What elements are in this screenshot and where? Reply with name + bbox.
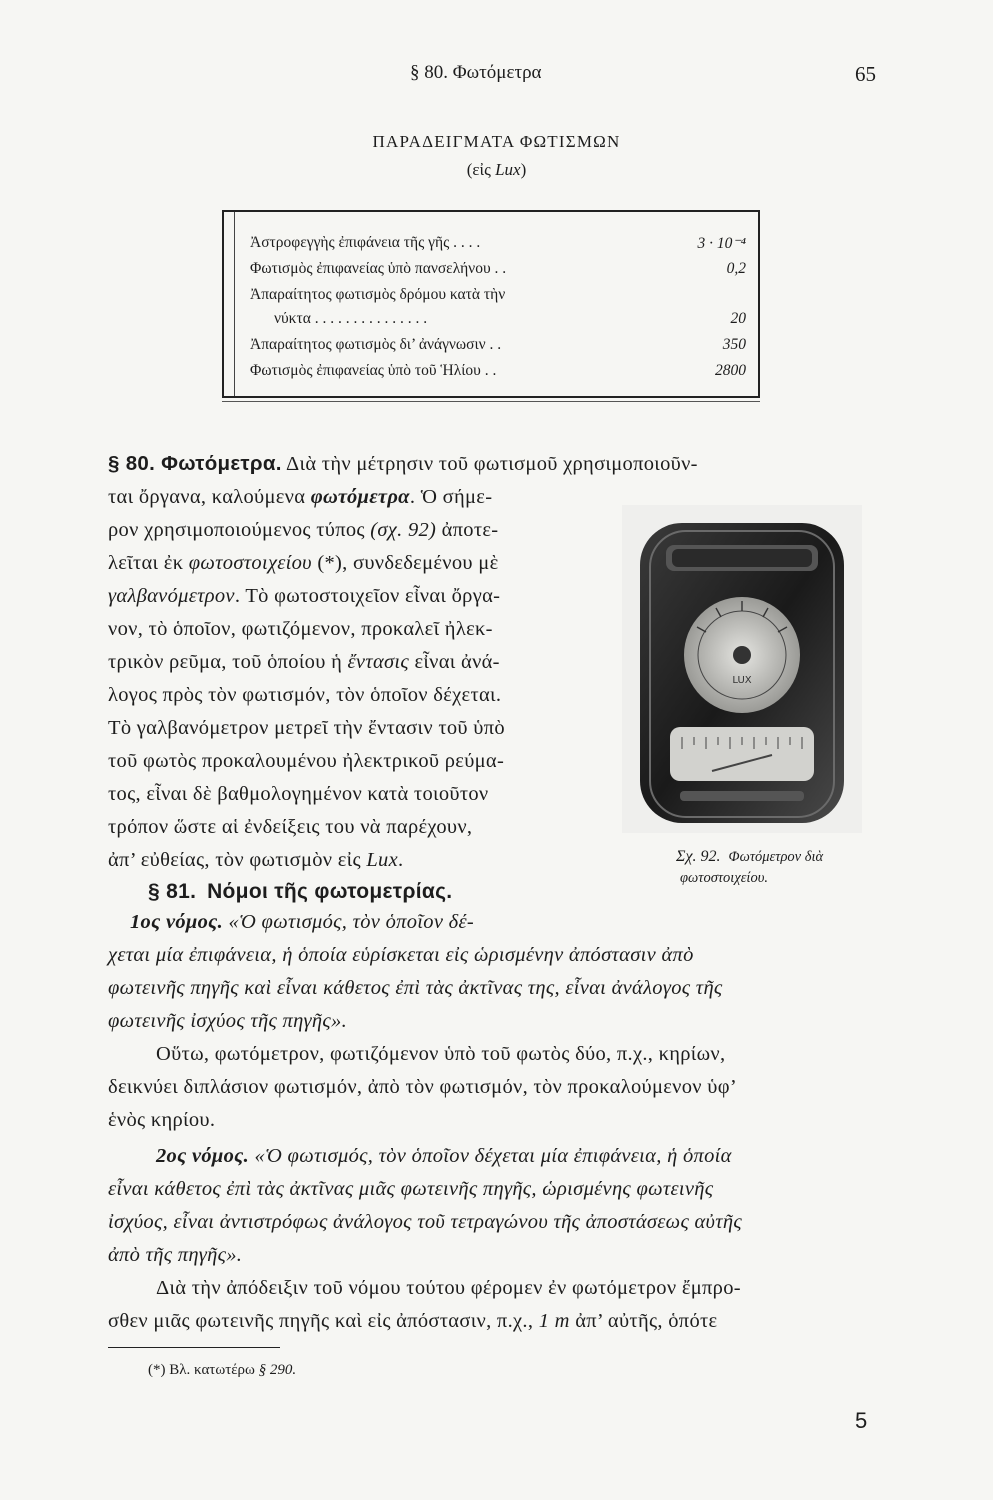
text-line: γαλβανόμετρον. Τὸ φωτοστοιχεῖον εἶναι ὄργα-	[108, 585, 501, 607]
text-line: τοῦ φωτὸς προκαλουμένου ἠλεκτρικοῦ ρεύμα-	[108, 750, 505, 772]
text-line: φωτεινῆς πηγῆς καὶ εἶναι κάθετος ἐπὶ τὰς ἀκτῖνας της, εἶναι ἀνάλογος τῆς	[108, 977, 723, 999]
text-line: λεῖται ἐκ φωτοστοιχείου (*), συνδεδεμένου μὲ	[108, 552, 499, 574]
header-title: § 80. Φωτόμετρα	[410, 62, 542, 83]
text-line: 1ος νόμος. «Ὁ φωτισμός, τὸν ὁποῖον δέ-	[130, 911, 475, 933]
text-line: Διὰ τὴν ἀπόδειξιν τοῦ νόμου τούτου φέρομεν ἐν φωτόμετρον ἔμπρο-	[156, 1277, 741, 1299]
photometer-illustration	[622, 505, 862, 833]
dial-label: LUX	[732, 675, 752, 686]
text-line: δεικνύει διπλάσιον φωτισμόν, ἀπὸ τὸν φωτισμόν, τὸν προκαλούμενον ὑφ’	[108, 1076, 737, 1098]
text-line: σθεν μιᾶς φωτεινῆς πηγῆς καὶ εἰς ἀπόστασιν, π.χ., 1 m ἀπ’ αὐτῆς, ὁπότε	[108, 1310, 718, 1332]
text-line: ἰσχύος, εἶναι ἀντιστρόφως ἀνάλογος τοῦ τετραγώνου τῆς ἀποστάσεως αὐτῆς	[108, 1211, 742, 1233]
table-row: Ἀστροφεγγὴς ἐπιφάνεια τῆς γῆς . . . . 3 · 10⁻⁴	[250, 234, 746, 252]
text-line: Οὕτω, φωτόμετρον, φωτιζόμενον ὑπὸ τοῦ φωτὸς δύο, π.χ., κηρίων,	[156, 1043, 726, 1065]
text-line: τρόπον ὥστε αἱ ἐνδείξεις του νὰ παρέχουν,	[108, 816, 473, 838]
text-line: Τὸ γαλβανόμετρον μετρεῖ τὴν ἔντασιν τοῦ ὑπὸ	[108, 717, 505, 739]
page-number: 65	[855, 62, 876, 86]
table-row: Φωτισμὸς ἐπιφανείας ὑπὸ πανσελήνου . . 0,2	[250, 260, 746, 277]
text-line: ἑνὸς κηρίου.	[108, 1109, 216, 1131]
table-row: Φωτισμὸς ἐπιφανείας ὑπὸ τοῦ Ἡλίου . . 2800	[250, 362, 746, 379]
text-line: ρον χρησιμοποιούμενος τύπος (σχ. 92) ἀποτε-	[108, 519, 499, 541]
text-line: νον, τὸ ὁποῖον, φωτιζόμενον, προκαλεῖ ἠλεκ-	[108, 618, 493, 640]
footnote-rule	[108, 1347, 280, 1348]
text-line: τος, εἶναι δὲ βαθμολογημένον κατὰ τοιοῦτον	[108, 783, 489, 805]
table-row: Ἀπαραίτητος φωτισμὸς δρόμου κατὰ τὴν	[250, 286, 506, 303]
examples-title: ΠΑΡΑΔΕΙΓΜΑΤΑ ΦΩΤΙΣΜΩΝ	[372, 132, 621, 151]
text-line: λογος πρὸς τὸν φωτισμόν, τὸν ὁποῖον δέχεται.	[108, 684, 502, 706]
text-line: τρικὸν ρεῦμα, τοῦ ὁποίου ἡ ἔντασις εἶναι ἀνά-	[108, 651, 500, 673]
table-divider	[234, 212, 235, 396]
illumination-examples-table	[222, 210, 760, 398]
caption-text: Φωτόμετρον διὰ	[728, 849, 824, 865]
caption-text-line2: φωτοστοιχείου.	[680, 870, 768, 886]
text-line: 2ος νόμος. «Ὁ φωτισμός, τὸν ὁποῖον δέχεται μία ἐπιφάνεια, ἡ ὁποία	[156, 1145, 732, 1167]
caption-number: Σχ. 92.	[676, 848, 721, 865]
footnote: (*) Βλ. κατωτέρω § 290.	[148, 1362, 297, 1378]
text-line: εἶναι κάθετος ἐπὶ τὰς ἀκτῖνας μιᾶς φωτεινῆς πηγῆς, ὡρισμένης φωτεινῆς	[108, 1178, 714, 1200]
examples-subtitle: (εἰς Lux)	[466, 160, 527, 179]
text-line: ἀπὸ τῆς πηγῆς».	[108, 1244, 243, 1266]
running-header	[0, 62, 993, 92]
text-line: ἀπ’ εὐθείας, τὸν φωτισμὸν εἰς Lux.	[108, 849, 404, 871]
signature-number: 5	[855, 1408, 868, 1433]
text-line: φωτεινῆς ἰσχύος τῆς πηγῆς».	[108, 1010, 347, 1032]
figure-caption	[676, 848, 823, 866]
photometer-figure	[622, 505, 862, 833]
text-line: § 80. Φωτόμετρα. Διὰ τὴν μέτρησιν τοῦ φωτισμοῦ χρησιμοποιοῦν-	[108, 452, 698, 475]
text-line: χεται μία ἐπιφάνεια, ἡ ὁποία εὑρίσκεται εἰς ὡρισμένην ἀπόστασιν ἀπὸ	[108, 944, 694, 966]
text-line: ται ὄργανα, καλούμενα φωτόμετρα. Ὁ σήμε-	[108, 486, 493, 508]
table-row: νύκτα . . . . . . . . . . . . . . . 20	[274, 310, 746, 327]
section-81-heading: § 81. Νόμοι τῆς φωτομετρίας.	[148, 880, 453, 903]
table-row: Ἀπαραίτητος φωτισμὸς δι’ ἀνάγνωσιν . . 350	[250, 336, 746, 353]
section-81-text	[108, 905, 908, 1332]
